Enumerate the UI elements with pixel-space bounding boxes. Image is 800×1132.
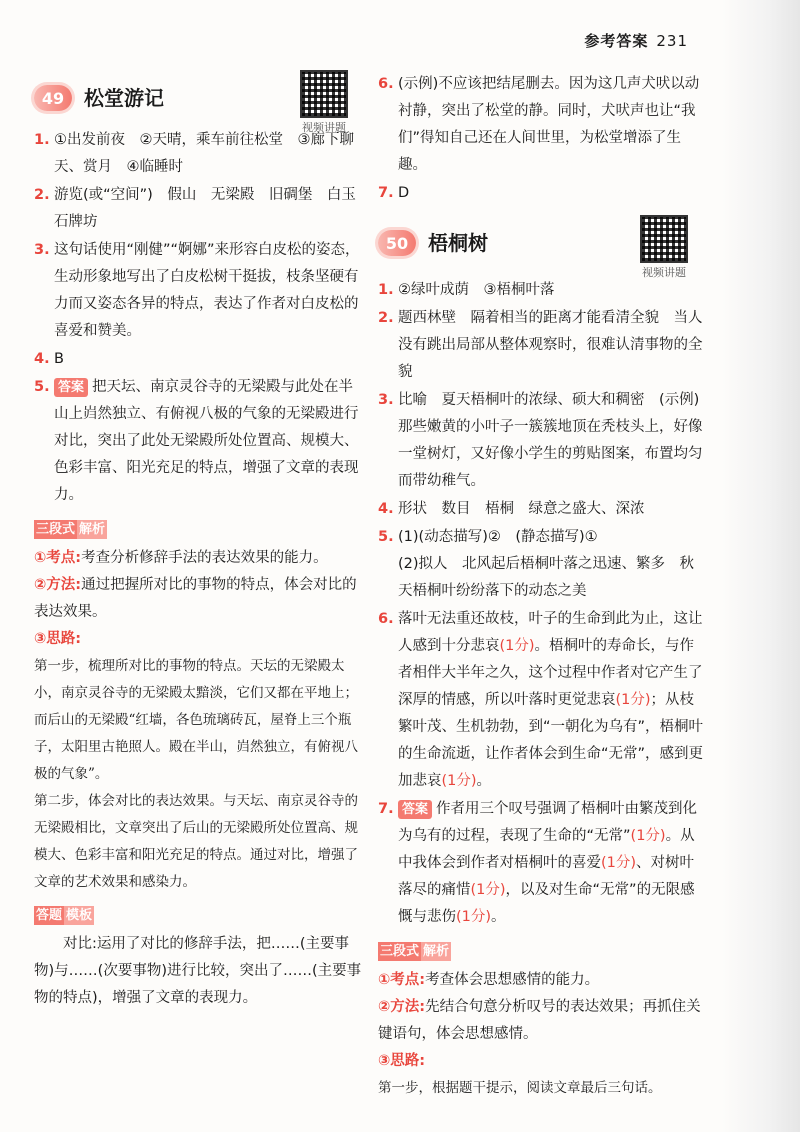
fangfa-label: ②方法: <box>378 999 426 1015</box>
kaodian-label: ①考点: <box>378 972 426 988</box>
answer-text: 这句话使用“刚健”“婀娜”来形容白皮松的姿态，生动形象地写出了白皮松树干挺拔，枝条坚硬有力而又姿态各异的特点，表达了作者对白皮松的喜爱和赞美。 <box>54 242 360 339</box>
score-point: (1分) <box>630 828 666 844</box>
fangfa-label: ②方法: <box>34 577 82 593</box>
qr-code-block[interactable] <box>634 215 694 281</box>
answer-text: 游览(或“空间”) 假山 无梁殿 旧碉堡 白玉石牌坊 <box>54 187 356 230</box>
score-point: (1分) <box>441 773 477 789</box>
kaodian-label: ①考点: <box>34 550 82 566</box>
answer-text: 。 <box>476 773 492 789</box>
right-column <box>378 70 704 1102</box>
analysis-step-1: 第一步，根据题干提示，阅读文章最后三句话。 <box>378 1080 662 1096</box>
analysis-kaodian <box>34 545 364 572</box>
answer-text: 。 <box>491 909 506 925</box>
page-number: 231 <box>656 32 688 50</box>
left-column <box>34 70 364 1012</box>
answer-1 <box>34 127 364 181</box>
answer-text: ，以及对生命“无常”的无限感慨与悲伤 <box>398 882 695 925</box>
answer-text: 把天坛、南京灵谷寺的无梁殿与此处在半山上岿然独立、有俯视八极的气象的无梁殿进行对比，突出了此处无梁殿所处位置高、规模大、色彩丰富、阳光充足的特点，增强了文章的表现力。 <box>54 379 359 503</box>
answer-text: 、对树叶落尽的痛惜 <box>398 855 695 898</box>
analysis-silu <box>378 1048 704 1075</box>
answer-number: 6. <box>378 611 394 627</box>
answer-3 <box>378 387 704 495</box>
answer-3 <box>34 237 364 345</box>
analysis-heading <box>34 516 107 543</box>
kaodian-text: 考查分析修辞手法的表达效果的能力。 <box>81 550 328 566</box>
analysis-step-1: 第一步，梳理所对比的事物的特点。天坛的无梁殿太小，南京灵谷寺的无梁殿太黯淡，它们又都在平地上；而后山的无梁殿“红墙，各色琉璃砖瓦，屋脊上三个瓶子，太阳里古艳照人。殿在半山，岿然独立，有俯视八极的气象”。 <box>34 658 358 782</box>
answer-text: (示例)不应该把结尾删去。因为这几声犬吠以动衬静，突出了松堂的静。同时，犬吠声也让“我们”得知自己还在人间世里，为松堂增添了生趣。 <box>398 76 700 173</box>
answer-5 <box>378 524 704 605</box>
answer-text: ①出发前夜 ②天晴，乘车前往松堂 ③廊下聊天、赏月 ④临睡时 <box>54 132 354 175</box>
header-title: 参考答案 <box>584 32 649 50</box>
answer-6-prev <box>378 71 704 179</box>
fangfa-text: 通过把握所对比的事物的特点，体会对比的表达效果。 <box>34 577 357 620</box>
analysis-heading <box>378 938 451 965</box>
lesson-50-heading <box>378 215 704 279</box>
kaodian-text: 考查体会思想感情的能力。 <box>425 972 600 988</box>
answer-text: ②绿叶成荫 ③梧桐叶落 <box>398 282 555 298</box>
analysis-title-a: 三段式 <box>36 522 76 537</box>
lesson-number-badge: 50 <box>378 230 416 256</box>
score-point: (1分) <box>456 909 492 925</box>
analysis-title-b: 解析 <box>79 522 106 537</box>
analysis-title-b: 解析 <box>423 944 450 959</box>
score-point: (1分) <box>601 855 637 871</box>
answer-2 <box>378 305 704 386</box>
lesson-number-badge: 49 <box>34 85 72 111</box>
answer-5 <box>34 374 364 509</box>
score-point: (1分) <box>470 882 506 898</box>
analysis-title-a: 三段式 <box>380 944 420 959</box>
answer-number: 5. <box>34 379 50 395</box>
template-heading <box>34 902 94 929</box>
answer-number: 4. <box>34 351 50 367</box>
answer-4 <box>378 496 704 523</box>
analysis-step-2: 第二步，体会对比的表达效果。与天坛、南京灵谷寺的无梁殿相比，文章突出了后山的无梁殿所处位置高、规模大、色彩丰富和阳光充足的特点。通过对比，增强了文章的艺术效果和感染力。 <box>34 793 358 890</box>
analysis-silu <box>34 626 364 653</box>
answer-6 <box>378 606 704 795</box>
answer-number: 5. <box>378 529 394 545</box>
page-edge-shadow <box>722 0 800 1132</box>
answer-text: (1)(动态描写)② (静态描写)① <box>398 529 598 545</box>
answer-number: 7. <box>378 185 394 201</box>
answer-number: 3. <box>378 392 394 408</box>
template-title-b: 模板 <box>66 908 93 923</box>
qr-label: 视频讲题 <box>302 121 346 134</box>
answer-number: 6. <box>378 76 394 92</box>
answer-text: ；从枝繁叶茂、生机勃勃，到“一朝化为乌有”，梧桐叶的生命流逝，让作者体会到生命“无常”，感到更加悲哀 <box>398 692 704 789</box>
lesson-49-heading <box>34 70 364 134</box>
lesson-title: 松堂游记 <box>84 85 164 110</box>
qr-code-icon[interactable] <box>300 70 348 118</box>
answer-2 <box>34 182 364 236</box>
answer-tag: 答案 <box>398 800 432 819</box>
analysis-fangfa <box>34 572 364 626</box>
answer-text: 作者用三个叹号强调了梧桐叶由繁茂到化为乌有的过程，表现了生命的“无常” <box>398 801 698 844</box>
answer-number: 3. <box>34 242 50 258</box>
analysis-kaodian <box>378 967 704 994</box>
template-text: 对比:运用了对比的修辞手法，把……(主要事物)与……(次要事物)进行比较，突出了……(主要事物的特点)，增强了文章的表现力。 <box>34 936 362 1006</box>
answer-text: (2)拟人 北风起后梧桐叶落之迅速、繁多 秋天梧桐叶纷纷落下的动态之美 <box>398 556 695 599</box>
answer-4 <box>34 346 364 373</box>
answer-number: 2. <box>34 187 50 203</box>
score-point: (1分) <box>499 638 535 654</box>
answer-7-prev <box>378 180 704 207</box>
answer-number: 2. <box>378 310 394 326</box>
answer-number: 1. <box>378 282 394 298</box>
answer-text: 。梧桐叶的寿命长，与作者相伴大半年之久，这个过程中作者对它产生了深厚的情感，所以叶落时更觉悲哀 <box>398 638 703 708</box>
answer-1 <box>378 277 704 304</box>
answer-text: B <box>54 351 64 367</box>
answer-text: 落叶无法重还故枝，叶子的生命到此为止，这让人感到十分悲哀 <box>398 611 703 654</box>
answer-tag: 答案 <box>54 378 88 397</box>
analysis-fangfa <box>378 994 704 1048</box>
answer-text: 。从中我体会到作者对梧桐叶的喜爱 <box>398 828 695 871</box>
answer-number: 7. <box>378 801 394 817</box>
answer-text: 比喻 夏天梧桐叶的浓绿、硕大和稠密 (示例)那些嫩黄的小叶子一簇簇地顶在秃枝头上，好像一堂树灯，又好像小学生的剪贴图案，布置均匀而带幼稚气。 <box>398 392 703 489</box>
fangfa-text: 先结合句意分析叹号的表达效果；再抓住关键语句，体会思想感情。 <box>378 999 701 1042</box>
qr-label: 视频讲题 <box>642 266 686 279</box>
answer-number: 4. <box>378 501 394 517</box>
lesson-title: 梧桐树 <box>428 230 488 255</box>
silu-label: ③思路: <box>378 1053 426 1069</box>
qr-code-icon[interactable] <box>640 215 688 263</box>
answer-text: D <box>398 185 410 201</box>
score-point: (1分) <box>615 692 651 708</box>
page-header <box>584 30 688 51</box>
silu-label: ③思路: <box>34 631 82 647</box>
answer-7 <box>378 796 704 931</box>
template-title-a: 答题 <box>36 908 63 923</box>
answer-number: 1. <box>34 132 50 148</box>
answer-text: 题西林壁 隔着相当的距离才能看清全貌 当人没有跳出局部从整体观察时，很难认清事物的全貌 <box>398 310 703 380</box>
answer-text: 形状 数目 梧桐 绿意之盛大、深浓 <box>398 501 645 517</box>
